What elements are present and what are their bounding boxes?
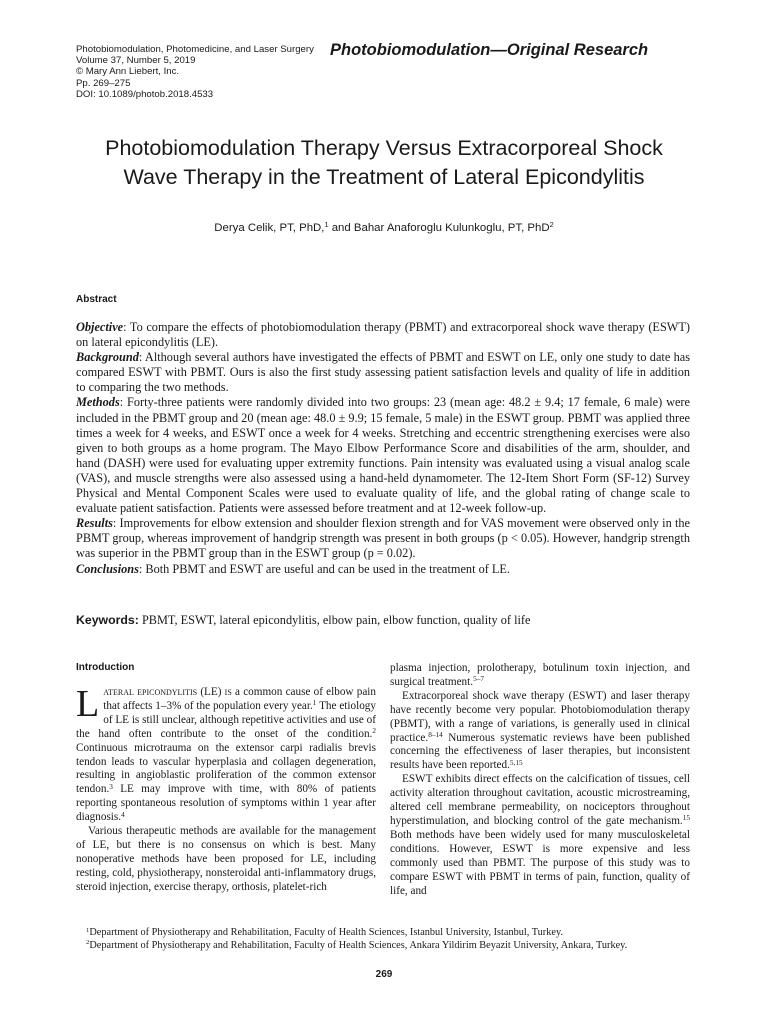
objective-label: Objective: [76, 320, 124, 334]
intro-lead-in-verb: is: [224, 686, 232, 698]
keywords-label: Keywords:: [76, 613, 139, 627]
intro-left-column: [76, 683, 376, 895]
page-number: 269: [375, 969, 393, 980]
objective-text: : To compare the effects of photobiomodulation therapy (PBMT) and extracorporeal shock wave therapy (ESWT) on lateral epicondylitis (LE).: [76, 320, 690, 350]
abstract-conclusions: [76, 562, 690, 577]
keywords-text: PBMT, ESWT, lateral epicondylitis, elbow pain, elbow function, quality of life: [138, 613, 531, 627]
abstract-results: [76, 516, 690, 561]
author-conjunction: and: [328, 222, 354, 234]
results-text: : Improvements for elbow extension and shoulder flexion strength and for VAS movement were observed only in the PBMT group, whereas improvement of handgrip strength was present in both groups (p < 0.05). However, handgrip strength was superior in the PBMT group than in the ESWT group (p = 0.02).: [76, 516, 690, 561]
page-range: Pp. 269–275: [76, 77, 131, 89]
intro-text: (LE): [197, 686, 225, 698]
author-1-affiliation: 1: [324, 220, 329, 230]
citation: 4: [121, 810, 125, 819]
keywords: [76, 613, 690, 628]
footnote-2-text: Department of Physiotherapy and Rehabilitation, Faculty of Health Sciences, Ankara Yildirim Beyazit University, Ankara, Turkey.: [89, 939, 628, 951]
intro-text: LE may improve with time, with 80% of patients reporting spontaneous resolution of symptoms within 1 year after diagnosis.: [76, 783, 376, 824]
footnote-1: [86, 927, 696, 940]
conclusions-text: : Both PBMT and ESWT are useful and can be used in the treatment of LE.: [138, 561, 510, 576]
intro-paragraph-4: [390, 690, 690, 773]
intro-paragraph-3: [390, 662, 690, 690]
intro-text: Both methods have been widely used for many musculoskeletal conditions. However, ESWT is more expensive and less commonly used than PBMT. The purpose of this study was to compare ESWT with PBMT in terms of pain, function, quality of life, and: [390, 828, 690, 897]
title-line-2: Wave Therapy in the Treatment of Lateral Epicondylitis: [123, 165, 645, 189]
results-label: Results: [76, 516, 113, 531]
intro-lead-in: ateral epicondylitis: [103, 686, 198, 698]
abstract-objective: [76, 320, 690, 350]
methods-label: Methods: [76, 395, 120, 410]
citation: 1: [312, 699, 317, 708]
volume-info: Volume 37, Number 5, 2019: [76, 55, 196, 67]
section-label: Photobiomodulation—Original Research: [330, 41, 649, 59]
abstract-methods: [76, 395, 690, 516]
intro-text: ESWT exhibits direct effects on the calcification of tissues, cell activity alteration throughout cavitation, acoustic microstreaming, altered cell membrane permeability, on nociceptors throughout hyperstimulation, and blocking control of the gate mechanism.: [390, 773, 690, 827]
citation: 2: [372, 727, 376, 736]
intro-right-column: [390, 662, 690, 898]
footnote-2: [86, 940, 696, 953]
abstract-heading: Abstract: [76, 294, 117, 305]
abstract-background: [76, 350, 690, 395]
title-line-1: Photobiomodulation Therapy Versus Extracorporeal Shock: [105, 136, 663, 160]
citation: 3: [109, 782, 113, 791]
intro-text: Continuous microtrauma on the extensor carpi radialis brevis tendon leads to vascular hyperplasia and collagen degeneration, resulting in angioblastic proliferation of the common extensor tendon.: [76, 741, 376, 796]
journal-name: Photobiomodulation, Photomedicine, and Laser Surgery: [76, 44, 314, 55]
citation: 5–7: [473, 675, 484, 684]
author-1: Derya Celik, PT, PhD,: [214, 222, 325, 234]
journal-metadata: [76, 44, 314, 100]
intro-text: The etiology of LE is still unclear, although repetitive activities and use of the hand often contribute to the onset of the condition.: [76, 699, 376, 740]
article-title: [60, 134, 708, 192]
footnote-1-text: Department of Physiotherapy and Rehabilitation, Faculty of Health Sciences, Istanbul University, Istanbul, Turkey.: [89, 927, 564, 938]
footnote-2-marker: 2: [86, 939, 90, 947]
doi-line: DOI: 10.1089/photob.2018.4533: [76, 88, 214, 100]
citation: 8–14: [428, 730, 443, 739]
background-text: : Although several authors have investigated the effects of PBMT and ESWT on LE, only one study to date has compared ESWT with PBMT. Ours is also the first study assessing patient satisfaction levels and quality of life in addition to comparing the two methods.: [76, 350, 690, 395]
intro-text: Numerous systematic reviews have been published concerning the effectiveness of laser therapies, but inconsistent results have been reported.: [390, 731, 690, 772]
drop-cap: L: [76, 683, 100, 725]
citation: 5,15: [509, 758, 523, 767]
conclusions-label: Conclusions: [76, 561, 139, 576]
intro-text: plasma injection, prolotherapy, botulinum toxin injection, and surgical treatment.: [390, 662, 690, 688]
affiliation-footnotes: [86, 927, 696, 952]
intro-paragraph-1: [76, 683, 376, 825]
intro-paragraph-5: [390, 773, 690, 898]
intro-paragraph-2: Various therapeutic methods are available for the management of LE, but there is no consensus on which is best. Many nonoperative methods have been proposed for LE, including resting, cold, physiotherapy, nonsteroidal anti-inflammatory drugs, steroid injection, exercise therapy, orthosis, platelet-rich: [76, 825, 376, 893]
background-label: Background: [76, 350, 139, 365]
footnote-1-marker: 1: [86, 926, 90, 934]
intro-text: a common cause of elbow pain that affects 1–3% of the population every year.: [103, 686, 376, 712]
author-line: [60, 222, 708, 234]
abstract-body: [76, 320, 690, 577]
methods-text: : Forty-three patients were randomly divided into two groups: 23 (mean age: 48.2 ± 9.4; 17 female, 6 male) were included in the PBMT group and 20 (mean age: 48.0 ± 9.9; 15 female, 5 male) in the ESWT group. PBMT was applied three times a week for 4 weeks, and ESWT once a week for 4 weeks. Stretching and eccentric strengthening exercises were also given to both groups as a home program. The Mayo Elbow Performance Score and disabilities of the arm, shoulder, and hand (DASH) were used for evaluating upper extremity functions. Pain intensity was evaluated using a visual analog scale (VAS), and muscle strengths were also assessed using a hand-held dynamometer. The 12-Item Short Form (SF-12) Survey Physical and Mental Component Scales were used to evaluate quality of life, and the global rating of change scale to evaluate patient satisfaction. Patients were assessed before treatment and at 12-week follow-up.: [76, 395, 690, 516]
author-2-affiliation: 2: [549, 220, 554, 230]
copyright-line: © Mary Ann Liebert, Inc.: [76, 66, 180, 78]
intro-text: Extracorporeal shock wave therapy (ESWT) and laser therapy have recently become very popular. Photobiomodulation therapy (PBMT), with a range of variations, is generally used in clinical practice.: [390, 689, 690, 744]
introduction-heading: Introduction: [76, 662, 135, 673]
author-2: Bahar Anaforoglu Kulunkoglu, PT, PhD: [353, 222, 550, 234]
citation: 15: [682, 814, 690, 823]
